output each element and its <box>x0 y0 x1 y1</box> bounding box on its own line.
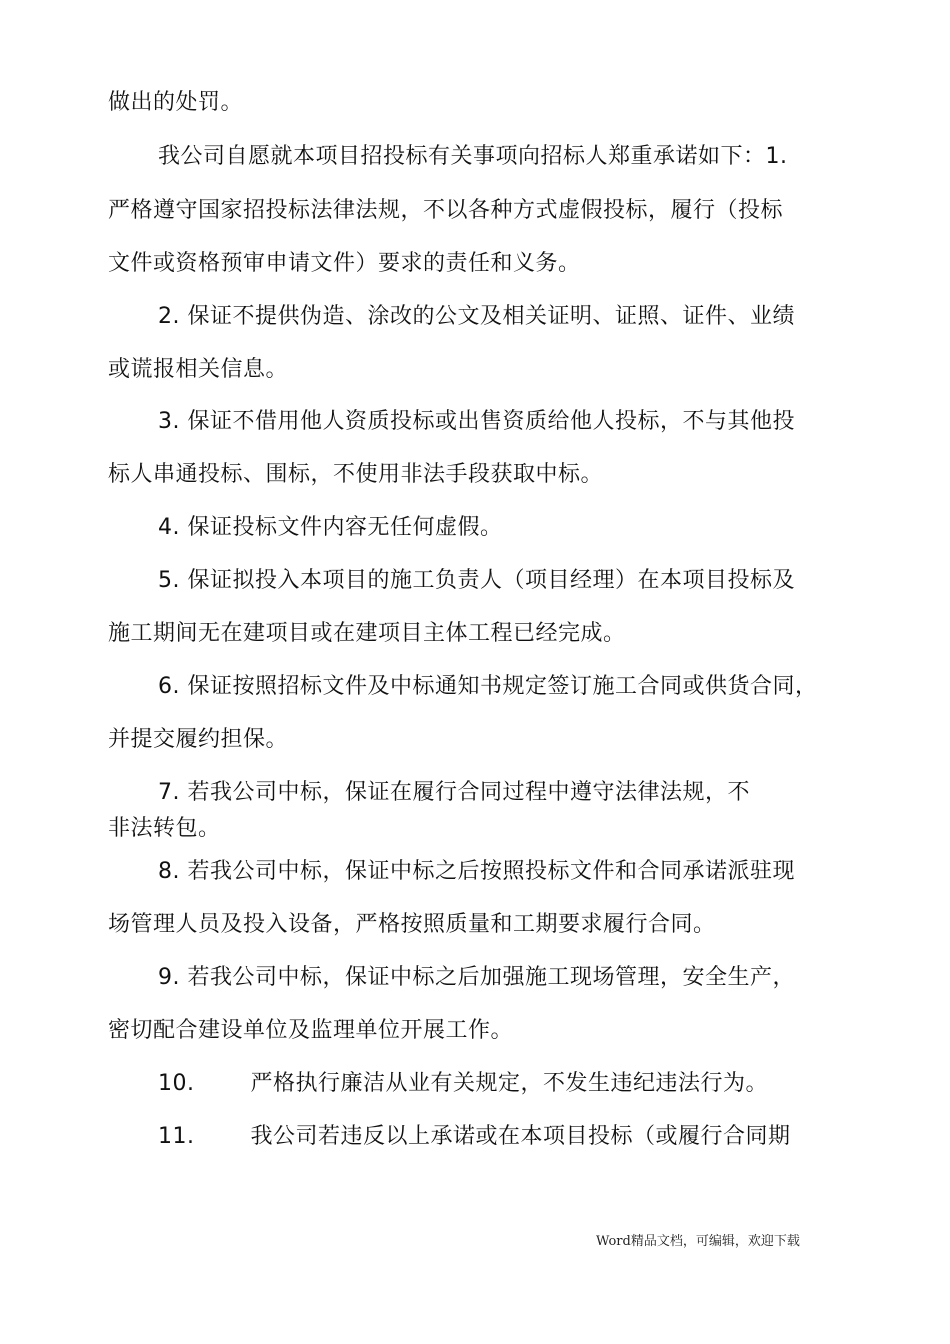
paragraph-line: 施工期间无在建项目或在建项目主体工程已经完成。 <box>108 621 626 646</box>
paragraph-line: 6. 保证按照招标文件及中标通知书规定签订施工合同或供货合同， <box>158 674 818 699</box>
footer-note: Word精品文档，可编辑，欢迎下载 <box>596 1234 800 1249</box>
list-item-10 <box>158 1069 768 1099</box>
paragraph-line: 3. 保证不借用他人资质投标或出售资质给他人投标，不与其他投 <box>158 409 795 434</box>
paragraph-line: 严格遵守国家招投标法律法规，不以各种方式虚假投标，履行（投标 <box>108 198 784 223</box>
paragraph-line: 或谎报相关信息。 <box>108 357 289 382</box>
paragraph-line: 文件或资格预审申请文件）要求的责任和义务。 <box>108 251 581 276</box>
paragraph-line: 我公司自愿就本项目招投标有关事项向招标人郑重承诺如下：1. <box>158 144 788 169</box>
list-item-11 <box>158 1122 791 1152</box>
paragraph-line: 标人串通投标、围标，不使用非法手段获取中标。 <box>108 462 604 487</box>
paragraph-line: 8. 若我公司中标，保证中标之后按照投标文件和合同承诺派驻现 <box>158 859 795 884</box>
paragraph-line: 7. 若我公司中标，保证在履行合同过程中遵守法律法规，不 <box>158 780 750 805</box>
list-item-number: 11. <box>158 1124 195 1149</box>
paragraph-line: 5. 保证拟投入本项目的施工负责人（项目经理）在本项目投标及 <box>158 568 795 593</box>
list-item-number: 10. <box>158 1071 195 1096</box>
paragraph-line: 9. 若我公司中标，保证中标之后加强施工现场管理，安全生产， <box>158 965 795 990</box>
paragraph-line: 2. 保证不提供伪造、涂改的公文及相关证明、证照、证件、业绩 <box>158 304 795 329</box>
list-item-text: 严格执行廉洁从业有关规定，不发生违纪违法行为。 <box>250 1071 769 1096</box>
paragraph-line: 做出的处罚。 <box>108 90 244 115</box>
paragraph-line: 密切配合建设单位及监理单位开展工作。 <box>108 1018 514 1043</box>
paragraph-line: 4. 保证投标文件内容无任何虚假。 <box>158 515 503 540</box>
paragraph-line: 场管理人员及投入设备，严格按照质量和工期要求履行合同。 <box>108 912 716 937</box>
list-item-text: 我公司若违反以上承诺或在本项目投标（或履行合同期 <box>250 1124 791 1149</box>
paragraph-line: 非法转包。 <box>108 816 221 841</box>
paragraph-line: 并提交履约担保。 <box>108 727 289 752</box>
